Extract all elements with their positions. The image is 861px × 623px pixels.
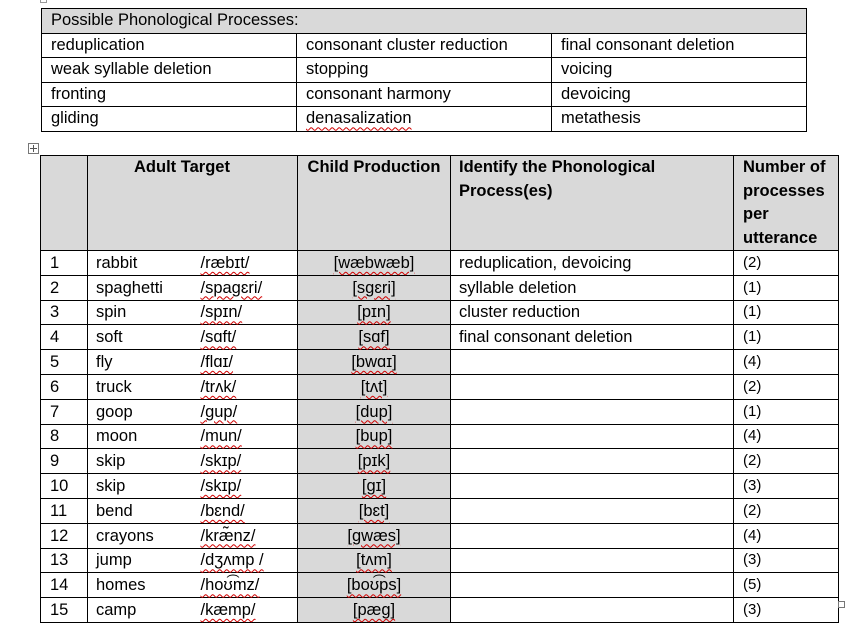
row-number: 8: [50, 427, 60, 446]
child-production: [bwɑɪ]: [351, 353, 397, 372]
process-count: (4): [743, 353, 762, 371]
row-number-cell: [41, 449, 88, 474]
adult-target-word-cell: [88, 251, 193, 276]
table-row: [41, 399, 839, 424]
process-row: [42, 82, 807, 107]
adult-target-ipa-cell: [193, 598, 298, 623]
identified-process[interactable]: cluster reduction: [459, 303, 581, 322]
adult-target-word-cell: [88, 325, 193, 350]
child-production-cell: [298, 275, 451, 300]
process-count: (2): [743, 253, 762, 271]
row-number-cell: [41, 498, 88, 523]
identified-process-cell: [451, 598, 734, 623]
child-production: [gɪ]: [361, 477, 387, 496]
header-number: [41, 156, 88, 251]
identified-process-cell: [451, 523, 734, 548]
process-count: (4): [743, 526, 762, 544]
row-number-cell: [41, 573, 88, 598]
adult-target-word-cell: [88, 598, 193, 623]
adult-target-word-cell: [88, 474, 193, 499]
row-number-cell: [41, 474, 88, 499]
adult-target-ipa-cell: [193, 275, 298, 300]
process-count: (4): [743, 427, 762, 445]
process-count-cell: [734, 399, 839, 424]
identified-process[interactable]: syllable deletion: [459, 278, 577, 297]
adult-target-ipa: /ræbɪt/: [200, 253, 250, 272]
child-production: [pæg]: [352, 601, 396, 620]
child-production-cell: [298, 374, 451, 399]
row-number: 12: [50, 526, 69, 545]
identified-process-cell: [451, 350, 734, 375]
adult-target-ipa: /hoʊ͡mz/: [200, 576, 260, 595]
child-production: [dup]: [355, 402, 393, 421]
row-number-cell: [41, 275, 88, 300]
process-item: devoicing: [552, 82, 807, 107]
adult-target-word-cell: [88, 573, 193, 598]
child-production: [sgɛri]: [352, 278, 396, 297]
adult-target-word-cell: [88, 399, 193, 424]
child-production-cell: [298, 523, 451, 548]
adult-target-ipa-cell: [193, 498, 298, 523]
identified-process-cell: [451, 449, 734, 474]
table-row: [41, 474, 839, 499]
process-count-cell: [734, 523, 839, 548]
adult-target-ipa-cell: [193, 573, 298, 598]
adult-target-word-cell: [88, 300, 193, 325]
adult-target-word-cell: [88, 498, 193, 523]
identified-process-cell: [451, 251, 734, 276]
process-count-cell: [734, 424, 839, 449]
child-production: [boʊ͡ps]: [346, 576, 402, 595]
adult-target-word: truck: [96, 377, 132, 396]
adult-target-word-cell: [88, 523, 193, 548]
child-production: [tʌm]: [356, 551, 392, 570]
identified-process-cell: [451, 498, 734, 523]
table-move-handle[interactable]: [28, 143, 39, 154]
process-count: (1): [743, 278, 762, 296]
identified-process-cell: [451, 548, 734, 573]
identified-process-cell: [451, 399, 734, 424]
process-count-cell: [734, 498, 839, 523]
table-row: [41, 251, 839, 276]
adult-target-word: moon: [96, 427, 138, 446]
child-production-cell: [298, 598, 451, 623]
phonological-processes-table: [41, 8, 807, 132]
child-production-cell: [298, 474, 451, 499]
adult-target-word-cell: [88, 350, 193, 375]
row-number-cell: [41, 598, 88, 623]
process-count: (3): [743, 477, 762, 495]
table-row: [41, 300, 839, 325]
process-count: (1): [743, 402, 762, 420]
adult-target-word-cell: [88, 424, 193, 449]
child-production-cell: [298, 399, 451, 424]
process-count-cell: [734, 275, 839, 300]
adult-target-ipa: /skɪp/: [200, 477, 242, 496]
adult-target-ipa: /spɪn/: [200, 303, 243, 322]
process-item-text: denasalization: [306, 109, 412, 128]
adult-target-ipa: /skɪp/: [200, 452, 242, 471]
process-count: (5): [743, 576, 762, 594]
process-count-cell: [734, 300, 839, 325]
identified-process[interactable]: final consonant deletion: [459, 328, 633, 347]
row-number: 1: [50, 253, 60, 272]
process-count: (1): [743, 303, 762, 321]
table-row: [41, 548, 839, 573]
adult-target-ipa: /mun/: [200, 427, 242, 446]
row-number-cell: [41, 374, 88, 399]
child-production: [bup]: [355, 427, 393, 446]
child-production-cell: [298, 325, 451, 350]
row-number-cell: [41, 325, 88, 350]
process-count-cell: [734, 598, 839, 623]
worksheet-rows: [41, 251, 839, 623]
adult-target-ipa: /dʒʌmp /: [200, 551, 264, 570]
process-count: (1): [743, 328, 762, 346]
table-resize-handle[interactable]: [838, 601, 845, 608]
identified-process-cell: [451, 325, 734, 350]
table-row: [41, 424, 839, 449]
adult-target-word: homes: [96, 576, 146, 595]
child-production-cell: [298, 573, 451, 598]
row-number-cell: [41, 523, 88, 548]
table-row: [41, 325, 839, 350]
table-row: [41, 350, 839, 375]
child-production-cell: [298, 424, 451, 449]
process-item: consonant cluster reduction: [297, 33, 552, 58]
row-number: 4: [50, 328, 60, 347]
child-production: [bɛt]: [358, 501, 390, 520]
process-item: gliding: [42, 107, 297, 132]
adult-target-ipa-cell: [193, 424, 298, 449]
adult-target-ipa-cell: [193, 523, 298, 548]
process-row: [42, 107, 807, 132]
row-number-cell: [41, 548, 88, 573]
process-item: weak syllable deletion: [42, 58, 297, 83]
adult-target-word: rabbit: [96, 253, 138, 272]
process-count-cell: [734, 325, 839, 350]
adult-target-word: skip: [96, 477, 126, 496]
row-number: 3: [50, 303, 60, 322]
adult-target-ipa: /kræ̃nz/: [200, 526, 256, 545]
table-row: [41, 498, 839, 523]
adult-target-word-cell: [88, 449, 193, 474]
process-row: [42, 33, 807, 58]
adult-target-word: jump: [96, 551, 132, 570]
process-item: stopping: [297, 58, 552, 83]
process-item: voicing: [552, 58, 807, 83]
processes-title: Possible Phonological Processes:: [42, 9, 807, 34]
table-anchor-mark: [40, 0, 47, 3]
row-number-cell: [41, 300, 88, 325]
process-count-cell: [734, 474, 839, 499]
adult-target-word: bend: [96, 501, 133, 520]
child-production-cell: [298, 498, 451, 523]
adult-target-ipa: /kæmp/: [200, 601, 256, 620]
adult-target-ipa-cell: [193, 300, 298, 325]
table-row: [41, 275, 839, 300]
child-production-cell: [298, 350, 451, 375]
row-number-cell: [41, 424, 88, 449]
adult-target-ipa-cell: [193, 350, 298, 375]
child-production: [pɪk]: [357, 452, 391, 471]
process-row: [42, 58, 807, 83]
adult-target-word-cell: [88, 374, 193, 399]
adult-target-word: spaghetti: [96, 278, 163, 297]
row-number-cell: [41, 399, 88, 424]
row-number: 9: [50, 452, 60, 471]
adult-target-ipa-cell: [193, 251, 298, 276]
adult-target-word: camp: [96, 601, 137, 620]
adult-target-ipa-cell: [193, 374, 298, 399]
process-item: metathesis: [552, 107, 807, 132]
phonology-worksheet-table: [40, 155, 839, 623]
process-item: reduplication: [42, 33, 297, 58]
identified-process[interactable]: reduplication, devoicing: [459, 253, 632, 272]
row-number: 6: [50, 377, 60, 396]
process-count: (3): [743, 551, 762, 569]
process-item: fronting: [42, 82, 297, 107]
adult-target-word: fly: [96, 353, 113, 372]
process-count: (2): [743, 377, 762, 395]
identified-process-cell: [451, 424, 734, 449]
adult-target-word: soft: [96, 328, 123, 347]
table-row: [41, 573, 839, 598]
child-production-cell: [298, 251, 451, 276]
process-count-cell: [734, 449, 839, 474]
process-item: consonant harmony: [297, 82, 552, 107]
adult-target-word-cell: [88, 548, 193, 573]
process-count: (2): [743, 501, 762, 519]
row-number: 7: [50, 402, 60, 421]
child-production: [pɪn]: [357, 303, 391, 322]
adult-target-word-cell: [88, 275, 193, 300]
row-number: 14: [50, 576, 69, 595]
table-row: [41, 523, 839, 548]
adult-target-word: skip: [96, 452, 126, 471]
identified-process-cell: [451, 474, 734, 499]
header-child-production: Child Production: [298, 156, 451, 251]
row-number: 13: [50, 551, 69, 570]
adult-target-ipa: /bɛnd/: [200, 501, 245, 520]
child-production: [sɑf]: [358, 328, 390, 347]
adult-target-ipa: /gup/: [200, 402, 238, 421]
adult-target-word: spin: [96, 303, 127, 322]
row-number: 11: [50, 501, 68, 520]
adult-target-ipa: /sɑft/: [200, 328, 237, 347]
table-row: [41, 374, 839, 399]
child-production-cell: [298, 449, 451, 474]
child-production: [gwæs]: [347, 526, 401, 545]
header-process: Identify the Phonological Process(es): [451, 156, 734, 251]
header-adult-target: Adult Target: [88, 156, 298, 251]
row-number: 5: [50, 353, 60, 372]
adult-target-ipa-cell: [193, 474, 298, 499]
row-number: 10: [50, 477, 69, 496]
process-count: (3): [743, 601, 762, 619]
adult-target-ipa: /flɑɪ/: [200, 353, 233, 372]
child-production: [wæbwæb]: [333, 253, 415, 272]
adult-target-ipa-cell: [193, 548, 298, 573]
process-count-cell: [734, 350, 839, 375]
identified-process-cell: [451, 374, 734, 399]
adult-target-ipa-cell: [193, 325, 298, 350]
adult-target-word: crayons: [96, 526, 154, 545]
process-item: [297, 107, 552, 132]
adult-target-ipa: /spagɛri/: [200, 278, 263, 297]
row-number: 15: [50, 601, 69, 620]
process-count-cell: [734, 251, 839, 276]
table-row: [41, 449, 839, 474]
adult-target-word: goop: [96, 402, 133, 421]
process-count-cell: [734, 548, 839, 573]
identified-process-cell: [451, 573, 734, 598]
row-number: 2: [50, 278, 60, 297]
row-number-cell: [41, 251, 88, 276]
adult-target-ipa-cell: [193, 399, 298, 424]
process-count-cell: [734, 374, 839, 399]
child-production-cell: [298, 300, 451, 325]
adult-target-ipa: /trʌk/: [200, 377, 237, 396]
row-number-cell: [41, 350, 88, 375]
identified-process-cell: [451, 275, 734, 300]
table-row: [41, 598, 839, 623]
process-count-cell: [734, 573, 839, 598]
child-production-cell: [298, 548, 451, 573]
adult-target-ipa-cell: [193, 449, 298, 474]
header-process-count: Number of processes per utterance: [734, 156, 839, 251]
process-item: final consonant deletion: [552, 33, 807, 58]
child-production: [tʌt]: [360, 377, 388, 396]
process-count: (2): [743, 452, 762, 470]
identified-process-cell: [451, 300, 734, 325]
